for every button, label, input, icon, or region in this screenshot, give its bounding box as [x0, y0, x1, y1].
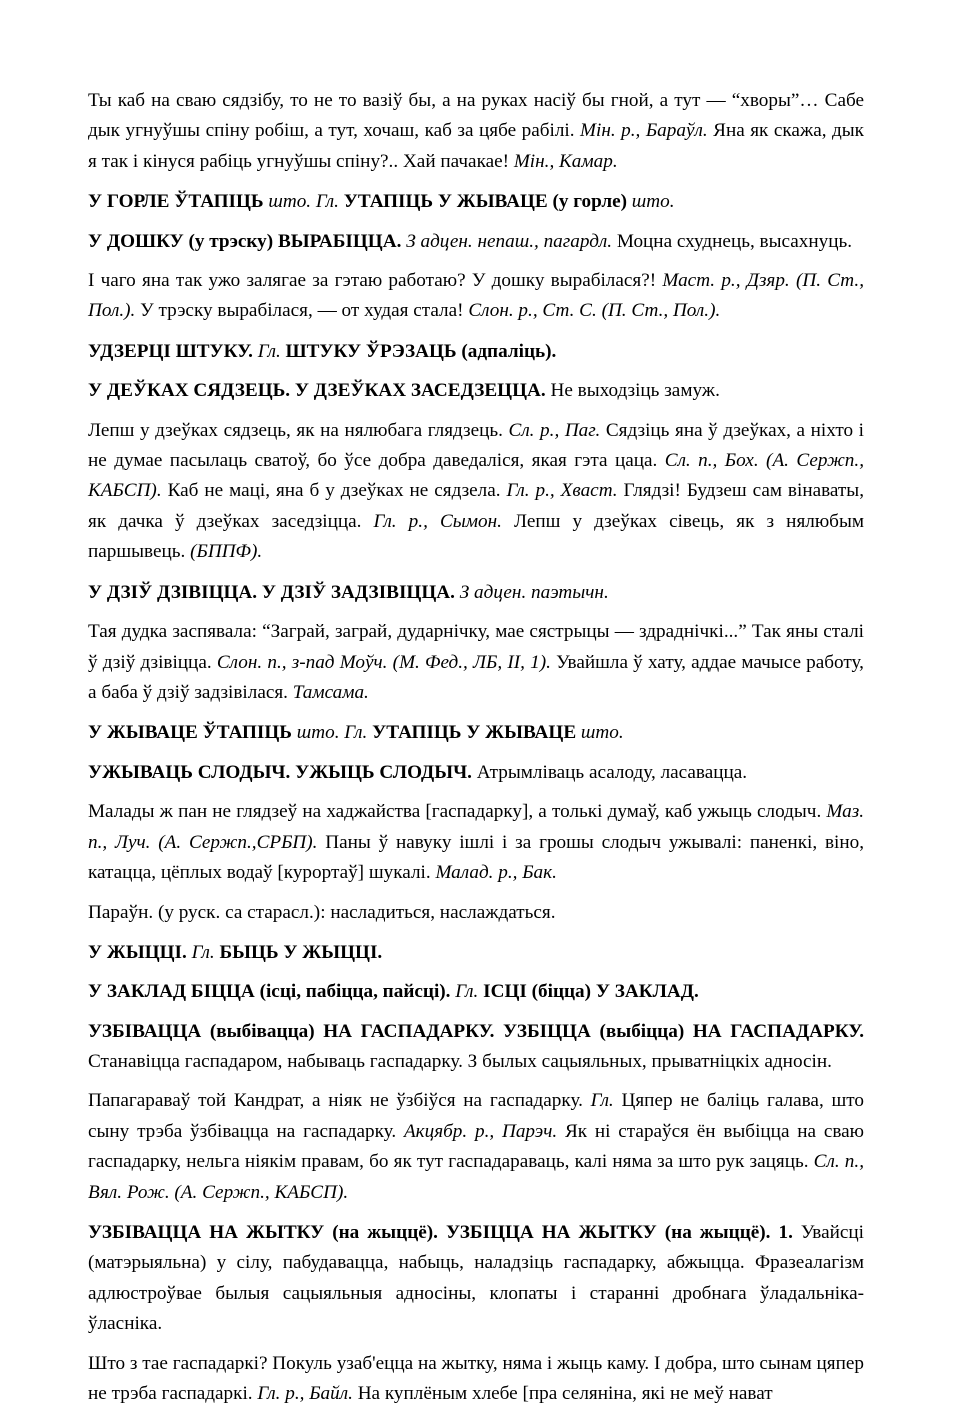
body-text: Параўн. (у руск. са старасл.): насладиться, наслаждаться. [88, 902, 556, 924]
headword-text: ШТУКУ ЎРЭЗАЦЬ (адпаліць). [280, 340, 557, 362]
source-label-text: Малад. р., Бак. [435, 861, 557, 883]
source-label-text: Мін., Камар. [513, 150, 618, 172]
body-text: Лепш у дзеўках сядзець, як на нялюбага глядзець. [88, 419, 509, 441]
dictionary-entry [88, 376, 864, 406]
body-text: Тая дудка заспявала: “Заграй, заграй, дударнічку, мае сястрыцы — здраднічкі...” Так яны сталі ў дзіў дзівіцца. [88, 621, 864, 673]
headword-text: УДЗЕРЦІ ШТУКУ. [88, 340, 258, 362]
source-label-text: Маст. р., Дзяр. (П. Ст., Пол.). [88, 270, 864, 322]
example-citation [88, 86, 864, 177]
headword-text: УТАПІЦЬ У ЖЫВАЦЕ (у горле) [338, 191, 632, 213]
body-text: На куплёным хлебе [пра селяніна, які не меў нават [352, 1383, 773, 1405]
source-label-text: Маз. п., Луч. (А. Сержп.,СРБП). [88, 801, 864, 853]
source-label-text: З адцен. непаш., пагардл. [406, 230, 613, 252]
headword-text: УТАПІЦЬ У ЖЫВАЦЕ [367, 722, 581, 744]
source-label-text: Сл. п., Вял. Рож. (А. Сержп., КАБСП). [88, 1151, 864, 1203]
body-text: Увайсці (матэрыяльна) у сілу, пабудавацца, набыць, наладзіць гаспадарку, абжыцца. Фразеалагізм адлюстроўвае былыя сацыяльныя адносіны, клопаты і старанні дробнага ўладальніка-ўласніка. [88, 1222, 864, 1335]
source-label-text: Гл. [191, 941, 215, 963]
example-citation [88, 1349, 864, 1409]
source-label-text: Гл. [590, 1090, 614, 1112]
body-text: Атрымліваць асалоду, ласавацца. [476, 761, 748, 783]
body-text: Яна як скажа, дык я так і кінуся рабіць угнуўшы спіну?.. Хай пачакае! [88, 120, 864, 172]
headword-text: У ДЗІЎ ДЗІВІЦЦА. У ДЗІЎ ЗАДЗІВІЦЦА. [88, 581, 460, 603]
example-citation [88, 797, 864, 888]
body-text: Папагараваў той Кандрат, а ніяк не ўзбіўся на гаспадарку. [88, 1090, 591, 1112]
headword-text: У ЖЫВАЦЕ ЎТАПІЦЬ [88, 722, 297, 744]
dictionary-entry [88, 578, 864, 608]
body-text: Што з тае гаспадаркі? Покуль узаб'ецца на жытку, няма і жыць каму. І добра, што сынам цяпер не трэба гаспадаркі. [88, 1352, 864, 1405]
headword-text: У ДЕЎКАХ СЯДЗЕЦЬ. У ДЗЕЎКАХ ЗАСЕДЗЕЦЦА. [88, 380, 551, 402]
body-text: Моцна схуднець, высахнуць. [612, 230, 853, 252]
body-text: Ты каб на сваю сядзібу, то не то вазіў бы, а на руках насіў бы гной, а тут — “хворы”… Сабе дык угнуўшы спіну робіш, а тут, хочаш, каб за цябе рабілі. [88, 90, 864, 142]
source-label-text: Гл. [257, 340, 281, 362]
headword-text: УЗБІВАЦЦА НА ЖЫТКУ (на жыццё). УЗБІЦЦА НА ЖЫТКУ (на жыццё). 1. [88, 1222, 801, 1243]
headword-text: УЗБІВАЦЦА (выбівацца) НА ГАСПАДАРКУ. УЗБІЦЦА (выбіцца) НА ГАСПАДАРКУ. [88, 1020, 864, 1042]
source-label-text: што. [580, 722, 624, 744]
body-text: Сядзіць яна ў дзеўках, а ніхто і не думае пасылаць сватоў, бо ўсе добра даведаліся, якая гэта цаца. [88, 419, 864, 472]
source-label-text: Гл. р., Сымон. [373, 510, 502, 532]
body-text: Глядзі! Будзеш сам вінаваты, як дачка ў дзеўках заседзіцца. [88, 480, 865, 532]
example-citation [88, 266, 864, 327]
source-label-text: што. [631, 191, 675, 213]
body-text: Паны ў навуку ішлі і за грошы слодыч ужывалі: паненкі, віно, катацца, цёплых водаў [курортаў] шукалі. [88, 831, 864, 883]
headword-text: ІСЦІ (біцца) У ЗАКЛАД. [478, 981, 699, 1003]
body-text: Не выходзіць замуж. [550, 380, 720, 402]
source-label-text: З адцен. паэтычн. [459, 581, 609, 603]
dictionary-entry [88, 187, 864, 217]
example-citation [88, 1086, 864, 1208]
body-text: Каб не маці, яна б у дзеўках не сядзела. [161, 480, 507, 502]
source-label-text: Гл. р., Байл. [257, 1383, 353, 1405]
headword-text: У ЖЫЦЦІ. [88, 941, 192, 963]
dictionary-entry [88, 1017, 864, 1078]
body-text: Станавіцца гаспадаром, набываць гаспадарку. З былых сацыяльных, прыватніцкіх адносін. [88, 1050, 832, 1072]
body-text: Малады ж пан не глядзеў на хаджайства [гаспадарку], а толькі думаў, каб ужыць слодыч. [88, 801, 827, 823]
headword-text: У ДОШКУ (у трэску) ВЫРАБІЦЦА. [88, 230, 407, 252]
headword-text: УЖЫВАЦЬ СЛОДЫЧ. УЖЫЦЬ СЛОДЫЧ. [88, 761, 477, 783]
dictionary-entry [88, 758, 864, 788]
dictionary-entry [88, 337, 864, 367]
headword-text: У ЗАКЛАД БІЦЦА (ісці, пабіцца, пайсці). [88, 981, 456, 1003]
dictionary-entry [88, 1218, 864, 1340]
dictionary-entry [88, 227, 864, 257]
headword-text: У ГОРЛЕ ЎТАПІЦЬ [88, 191, 269, 213]
source-label-text: Тамсама. [292, 681, 369, 703]
source-label-text: (БППФ). [190, 541, 263, 563]
usage-note [88, 898, 864, 928]
source-label-text: Слон. р., Ст. С. (П. Ст., Пол.). [468, 300, 721, 322]
example-citation [88, 617, 864, 708]
source-label-text: Гл. р., Хваст. [506, 480, 618, 502]
text-column [88, 86, 864, 1409]
body-text: У трэску вырабілася, — от худая стала! [135, 300, 469, 322]
source-label-text: Акцябр. р., Парэч. [403, 1120, 558, 1142]
body-text: Увайшла ў хату, аддае мачысе работу, а баба ў дзіў задзівілася. [88, 651, 864, 703]
example-citation [88, 416, 864, 568]
source-label-text: Гл. [455, 981, 479, 1003]
dictionary-entry [88, 938, 864, 968]
body-text: Лепш у дзеўках сівець, як з нялюбым паршывець. [88, 510, 864, 563]
dictionary-entry [88, 977, 864, 1007]
body-text: Як ні стараўся ён выбіцца на сваю гаспадарку, нельга ніякім правам, бо як тут гаспадараваць, калі няма за што рук зацяць. [88, 1120, 864, 1173]
dictionary-entry [88, 718, 864, 748]
source-label-text: што. Гл. [296, 722, 368, 744]
source-label-text: Сл. р., Паг. [508, 419, 601, 441]
headword-text: БЫЦЬ У ЖЫЦЦІ. [214, 941, 383, 963]
source-label-text: Слон. п., з-пад Моўч. (М. Фед., ЛБ, II, 1). [216, 651, 551, 673]
source-label-text: што. Гл. [268, 191, 339, 213]
body-text: Цяпер не баліць галава, што сыну трэба ўзбівацца на гаспадарку. [88, 1090, 864, 1142]
source-label-text: Сл. п., Бох. (А. Сержп., КАБСП). [88, 450, 864, 502]
source-label-text: Мін. р., Бараўл. [580, 120, 708, 142]
body-text: І чаго яна так ужо залягае за гэтаю работаю? У дошку вырабілася?! [88, 270, 663, 292]
